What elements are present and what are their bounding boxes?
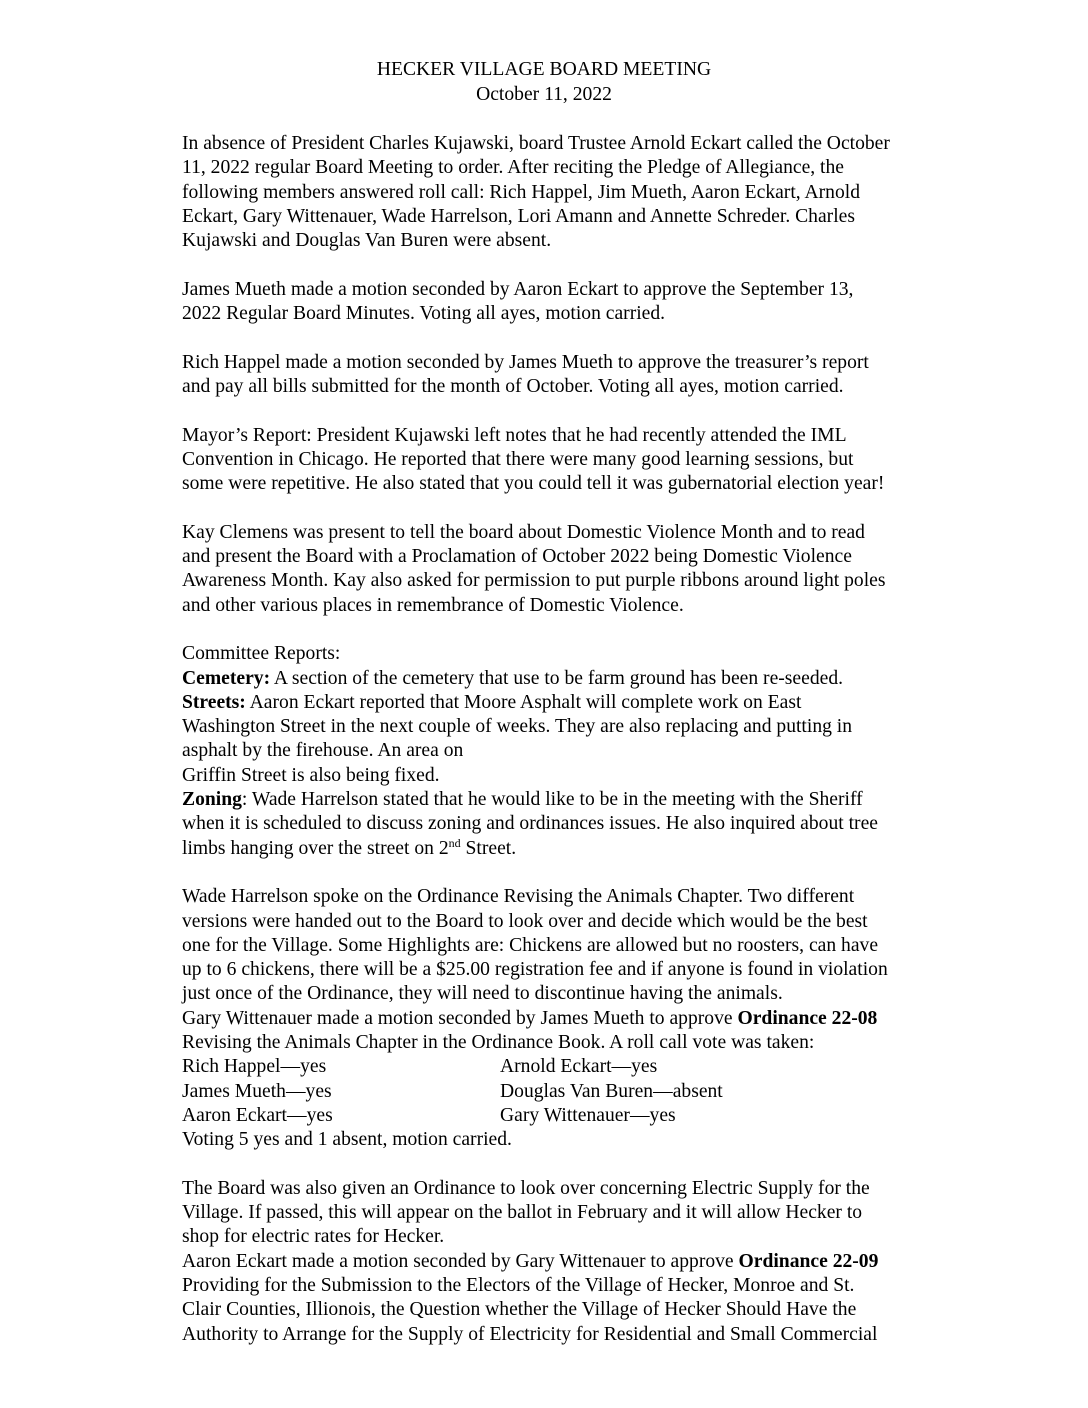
document-title: HECKER VILLAGE BOARD MEETING (376, 59, 712, 80)
vote-entry: Arnold Eckart—yes (500, 1056, 658, 1078)
committee-reports-section (182, 642, 972, 861)
cemetery-text: A section of the cemetery that use to be farm ground has been re-seeded. (270, 667, 844, 689)
vote-entry: Aaron Eckart—yes (182, 1104, 333, 1126)
text-line: some were repetitive. He also stated that you could tell it was gubernatorial election year! (182, 473, 885, 495)
text-line: Authority to Arrange for the Supply of Electricity for Residential and Small Commercial (182, 1323, 878, 1345)
text-line: Clair Counties, Illionois, the Question whether the Village of Hecker Should Have the (182, 1299, 857, 1321)
domestic-violence-paragraph (182, 521, 972, 618)
minutes-approval-paragraph (182, 278, 972, 327)
text-line: James Mueth made a motion seconded by Aaron Eckart to approve the September 13, (182, 278, 854, 300)
text-line: Washington Street in the next couple of weeks. They are also replacing and putting in (182, 716, 853, 738)
streets-report (182, 691, 972, 715)
vote-entry: James Mueth—yes (182, 1080, 332, 1102)
text-line: one for the Village. Some Highlights are: Chickens are allowed but no roosters, can have (182, 934, 879, 956)
ordinance-number: Ordinance 22-08 (737, 1007, 878, 1029)
cemetery-report (182, 667, 972, 691)
text-line: In absence of President Charles Kujawski, board Trustee Arnold Eckart called the October (182, 133, 890, 154)
electric-supply-section (182, 1177, 972, 1347)
zoning-report (182, 788, 972, 812)
document-header (0, 58, 1088, 107)
committee-reports-heading: Committee Reports: (182, 643, 341, 665)
vote-entry: Douglas Van Buren—absent (500, 1080, 723, 1102)
zoning-text-b: Street. (460, 837, 517, 859)
treasurer-report-paragraph (182, 351, 972, 400)
call-to-order-paragraph (182, 132, 972, 253)
vote-row (182, 1104, 972, 1128)
zoning-text-a: limbs hanging over the street on 2 (182, 837, 449, 859)
text-line: Revising the Animals Chapter in the Ordinance Book. A roll call vote was taken: (182, 1031, 815, 1053)
text-line: Eckart, Gary Wittenauer, Wade Harrelson, Lori Amann and Annette Schreder. Charles (182, 205, 855, 227)
text-line: Kay Clemens was present to tell the board about Domestic Violence Month and to read (182, 521, 865, 543)
text-line: Awareness Month. Kay also asked for permission to put purple ribbons around light poles (182, 570, 886, 592)
text-line: and present the Board with a Proclamation of October 2022 being Domestic Violence (182, 546, 852, 568)
ordinal-superscript: nd (448, 835, 461, 850)
zoning-text: : Wade Harrelson stated that he would like to be in the meeting with the Sheriff (241, 789, 863, 811)
text-line: and pay all bills submitted for the month of October. Voting all ayes, motion carried. (182, 375, 844, 397)
text-line: Griffin Street is also being fixed. (182, 764, 440, 786)
ordinance-22-09-motion (182, 1250, 972, 1274)
text-line: when it is scheduled to discuss zoning and ordinances issues. He also inquired about tree (182, 813, 878, 835)
text-line: 2022 Regular Board Minutes. Voting all ayes, motion carried. (182, 303, 666, 325)
text-line: Kujawski and Douglas Van Buren were absent. (182, 230, 552, 252)
vote-result: Voting 5 yes and 1 absent, motion carried. (182, 1129, 512, 1151)
text-line: Providing for the Submission to the Electors of the Village of Hecker, Monroe and St. (182, 1274, 855, 1296)
text-line: Rich Happel made a motion seconded by James Mueth to approve the treasurer’s report (182, 351, 869, 373)
text-line: just once of the Ordinance, they will need to discontinue having the animals. (182, 983, 783, 1005)
text-line: Village. If passed, this will appear on the ballot in February and it will allow Hecker to (182, 1202, 863, 1224)
motion-text: Gary Wittenauer made a motion seconded by James Mueth to approve (182, 1007, 738, 1029)
streets-label: Streets: (182, 691, 246, 713)
vote-row (182, 1080, 972, 1104)
text-line (182, 837, 972, 861)
meeting-date: October 11, 2022 (476, 83, 612, 105)
text-line: Wade Harrelson spoke on the Ordinance Revising the Animals Chapter. Two different (182, 886, 855, 908)
animals-ordinance-section (182, 885, 972, 1152)
text-line: and other various places in remembrance of Domestic Violence. (182, 594, 684, 616)
cemetery-label: Cemetery: (182, 667, 271, 689)
document-body (182, 132, 972, 1347)
motion-text: Aaron Eckart made a motion seconded by Gary Wittenauer to approve (182, 1250, 739, 1272)
roll-call-votes (182, 1055, 972, 1128)
vote-entry: Gary Wittenauer—yes (500, 1104, 676, 1126)
text-line: asphalt by the firehouse. An area on (182, 740, 464, 762)
text-line: versions were handed out to the Board to look over and decide which would be the best (182, 910, 868, 932)
ordinance-22-08-motion (182, 1007, 972, 1031)
text-line: Mayor’s Report: President Kujawski left notes that he had recently attended the IML (182, 424, 847, 446)
zoning-label: Zoning (182, 789, 242, 811)
text-line: up to 6 chickens, there will be a $25.00 registration fee and if anyone is found in violation (182, 959, 888, 981)
vote-entry: Rich Happel—yes (182, 1056, 327, 1078)
streets-text: Aaron Eckart reported that Moore Asphalt will complete work on East (245, 691, 802, 713)
text-line: The Board was also given an Ordinance to look over concerning Electric Supply for the (182, 1177, 870, 1199)
vote-row (182, 1055, 972, 1079)
ordinance-number: Ordinance 22-09 (738, 1250, 879, 1272)
text-line: following members answered roll call: Rich Happel, Jim Mueth, Aaron Eckart, Arnold (182, 181, 861, 203)
mayor-report-paragraph (182, 424, 972, 497)
text-line: shop for electric rates for Hecker. (182, 1226, 445, 1248)
text-line: 11, 2022 regular Board Meeting to order. After reciting the Pledge of Allegiance, the (182, 157, 844, 179)
text-line: Convention in Chicago. He reported that there were many good learning sessions, but (182, 448, 854, 470)
